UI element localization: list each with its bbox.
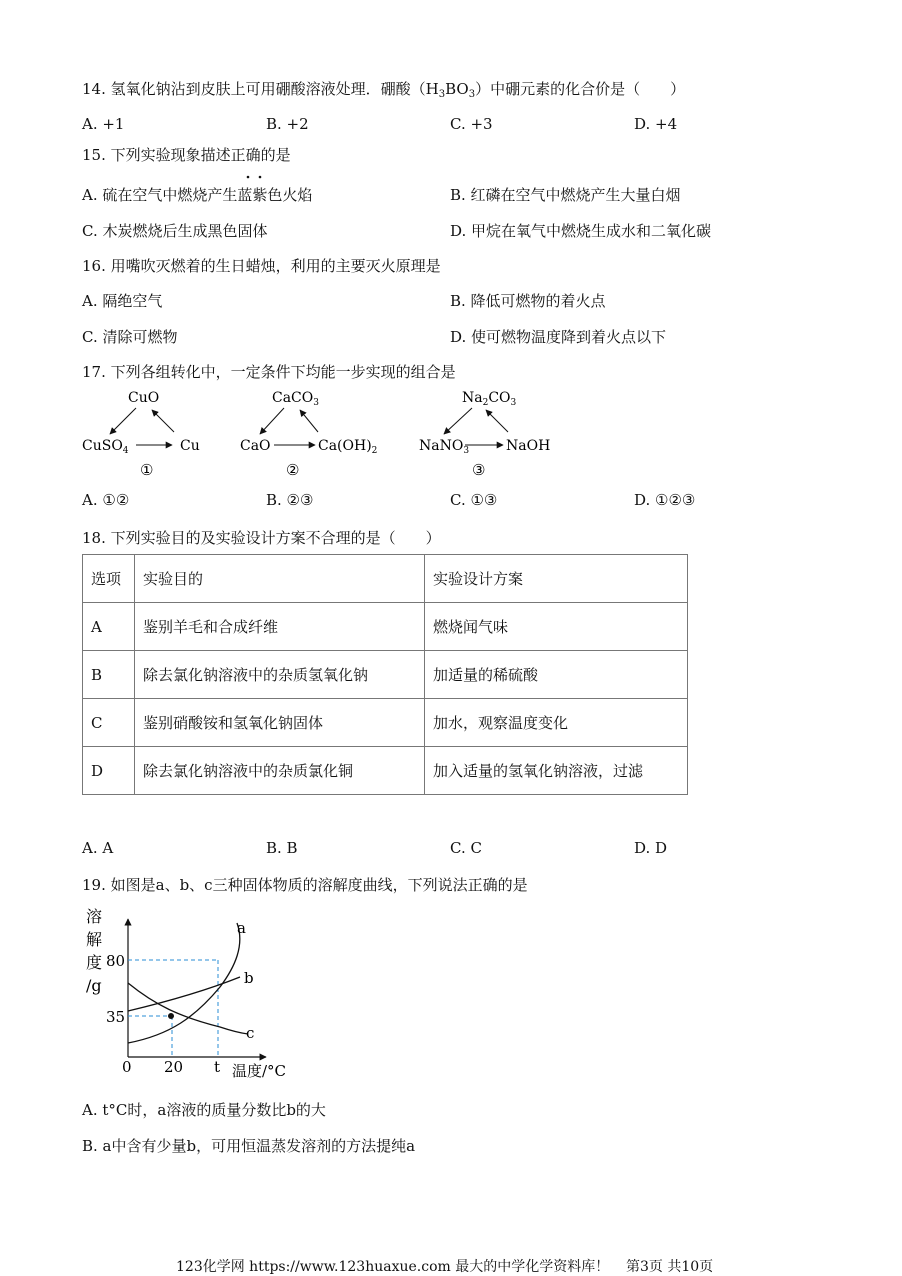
g1-number: ①	[140, 461, 154, 479]
q18-option-c: C. C	[450, 839, 482, 857]
q17-option-d: D. ①②③	[634, 491, 696, 509]
g2-top: CaCO$_3$	[272, 390, 319, 408]
row-purpose: 鉴别硝酸铵和氢氧化钠固体	[135, 699, 425, 747]
g3-right: NaOH	[506, 438, 551, 454]
intersection-point	[168, 1013, 174, 1019]
y-label-char: /g	[86, 976, 102, 995]
g3-top: $Na_2CO_3$	[462, 390, 517, 408]
table-row	[83, 651, 688, 699]
x-tick-0: 0	[122, 1058, 132, 1076]
row-plan: 加水，观察温度变化	[425, 699, 688, 747]
q14-option-d: D. +4	[634, 115, 678, 133]
y-label-char: 溶	[86, 907, 103, 926]
g1-top: CuO	[128, 390, 160, 406]
q15-option-d: D. 甲烷在氧气中燃烧生成水和二氧化碳	[450, 222, 712, 240]
table-header-row	[83, 555, 688, 603]
q19-option-a: A. t°C时，a溶液的质量分数比b的大	[82, 1101, 326, 1119]
g2-left: CaO	[240, 438, 271, 454]
row-option: C	[83, 699, 135, 747]
conversion-diagrams	[78, 384, 558, 484]
curve-label-b: b	[244, 969, 254, 987]
q16-option-d: D. 使可燃物温度降到着火点以下	[450, 328, 667, 346]
q17-option-c: C. ①③	[450, 491, 498, 509]
curve-label-a: a	[237, 919, 246, 937]
q18-stem: 18. 下列实验目的及实验设计方案不合理的是（ ）	[82, 529, 441, 547]
q14-option-b: B. +2	[266, 115, 309, 133]
row-option: A	[83, 603, 135, 651]
solubility-chart	[80, 905, 310, 1085]
q18-option-b: B. B	[266, 839, 298, 857]
q14-stem: 14. 氢氧化钠沾到皮肤上可用硼酸溶液处理．硼酸$(H_3BO_3)$中硼元素的化合价是（ ）	[82, 80, 686, 100]
header-option: 选项	[83, 555, 135, 603]
g3-number: ③	[472, 461, 486, 479]
q14-option-a: A. +1	[82, 115, 125, 133]
group-1	[82, 390, 200, 479]
q15-option-c: C. 木炭燃烧后生成黑色固体	[82, 222, 268, 240]
q15-option-b: B. 红磷在空气中燃烧产生大量白烟	[450, 186, 681, 204]
q15-option-a: A. 硫在空气中燃烧产生蓝紫色火焰	[82, 186, 313, 204]
group-3	[419, 390, 550, 479]
footer-page-number: 第3页 共10页	[626, 1259, 714, 1275]
q16-option-c: C. 清除可燃物	[82, 328, 178, 346]
q17-option-b: B. ②③	[266, 491, 314, 509]
y-label-char: 度	[86, 953, 103, 972]
g2-right: $Ca(OH)_2$	[318, 438, 378, 456]
table-row	[83, 699, 688, 747]
row-purpose: 鉴别羊毛和合成纤维	[135, 603, 425, 651]
x-tick-20: 20	[164, 1058, 184, 1076]
row-plan: 燃烧闻气味	[425, 603, 688, 651]
q19-stem: 19. 如图是a、b、c三种固体物质的溶解度曲线，下列说法正确的是	[82, 876, 528, 894]
q18-option-a: A. A	[82, 839, 114, 857]
g2-number: ②	[286, 461, 300, 479]
header-plan: 实验设计方案	[425, 555, 688, 603]
y-axis-label	[86, 907, 102, 995]
row-option: B	[83, 651, 135, 699]
row-option: D	[83, 747, 135, 795]
x-tick-t: t	[214, 1058, 221, 1076]
curve-label-c: c	[246, 1024, 255, 1042]
curves	[128, 919, 254, 1043]
y-label-char: 解	[86, 930, 103, 949]
row-purpose: 除去氯化钠溶液中的杂质氢氧化钠	[135, 651, 425, 699]
row-plan: 加适量的稀硫酸	[425, 651, 688, 699]
q16-option-a: A. 隔绝空气	[82, 292, 163, 310]
q16-stem: 16. 用嘴吹灭燃着的生日蜡烛，利用的主要灭火原理是	[82, 257, 441, 275]
header-purpose: 实验目的	[135, 555, 425, 603]
q15-stem: 15. 下列实验现象描述正确的是	[82, 146, 291, 164]
q16-option-b: B. 降低可燃物的着火点	[450, 292, 606, 310]
q19-option-b: B. a中含有少量b，可用恒温蒸发溶剂的方法提纯a	[82, 1137, 416, 1155]
guide-lines	[128, 960, 218, 1057]
x-axis-label: 温度/°C	[232, 1062, 287, 1080]
group-2	[240, 390, 377, 479]
q14-option-c: C. +3	[450, 115, 493, 133]
curve-c	[128, 983, 248, 1034]
table-row	[83, 603, 688, 651]
q17-option-a: A. ①②	[82, 491, 130, 509]
g3-left: NaNO$_3$	[419, 438, 470, 456]
q18-option-d: D. D	[634, 839, 668, 857]
q17-stem: 17. 下列各组转化中，一定条件下均能一步实现的组合是	[82, 363, 456, 381]
footer-site: 123化学网 https://www.123huaxue.com 最大的中学化学资料库！	[176, 1259, 610, 1275]
table-row	[83, 747, 688, 795]
emphasis-dots	[245, 165, 263, 169]
y-tick-35: 35	[106, 1008, 126, 1026]
y-tick-80: 80	[106, 952, 126, 970]
row-purpose: 除去氯化钠溶液中的杂质氯化铜	[135, 747, 425, 795]
experiment-table	[82, 554, 688, 795]
g1-left: CuSO$_4$	[82, 438, 129, 456]
row-plan: 加入适量的氢氧化钠溶液，过滤	[425, 747, 688, 795]
g1-right: Cu	[180, 438, 200, 454]
